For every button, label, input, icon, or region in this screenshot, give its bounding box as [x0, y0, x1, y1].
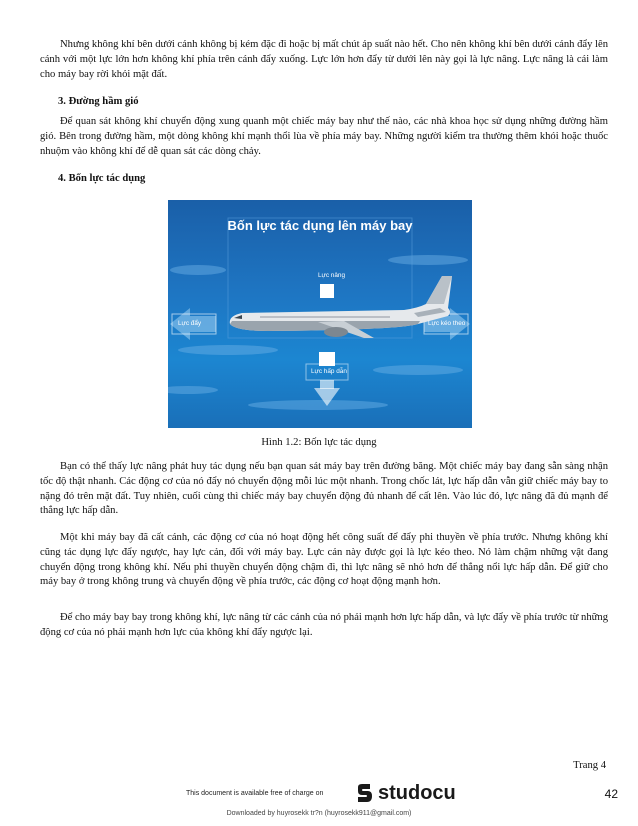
download-notice: Downloaded by huyrosekk tr?n (huyrosekk911@gmail.com) — [226, 810, 412, 817]
paragraph-wind-tunnel: Để quan sát không khí chuyển động xung quanh một chiếc máy bay như thế nào, các nhà khoa học sử dụng những đường hầm gió. Bên trong đường hầm, một dòng không khí mạnh thổi lùa về phía máy bay. Những người kiểm tra thường thêm khói hoặc thuốc nhuộm vào không khí để dễ quan sát các dòng chảy. — [40, 116, 608, 157]
studocu-logo-icon[interactable] — [354, 782, 376, 804]
airplane — [230, 276, 452, 338]
heading-wind-tunnel: 3. Đường hầm gió — [58, 96, 139, 107]
figure-caption: Hình 1.2: Bốn lực tác dụng — [261, 437, 377, 448]
pdf-page-number: 42 — [604, 787, 618, 801]
paragraph-lift-intro: Nhưng không khí bên dưới cánh không bị kém đặc đi hoặc bị mất chút áp suất nào hết. Cho nên không khí bên dưới cánh đẩy lên cánh với một lực lớn hơn không khí phía trên cánh đẩy xuống. Lực lớn hơn đẩy từ dưới lên này gọi là lực nâng. Lực nâng là cái làm cho máy bay rời khỏi mặt đất. — [40, 39, 608, 80]
page-number: Trang 4 — [573, 760, 606, 771]
figure-graphic — [168, 200, 472, 428]
heading-four-forces: 4. Bốn lực tác dụng — [58, 173, 146, 184]
label-thrust: Lực đẩy — [178, 320, 202, 327]
four-forces-figure — [168, 200, 472, 428]
figure-title: Bốn lực tác dụng lên máy bay — [227, 218, 413, 233]
paragraph-runway: Bạn có thể thấy lực nâng phát huy tác dụng nếu bạn quan sát máy bay trên đường băng. Một chiếc máy bay đang sẵn sàng nhận tốc độ thật nhanh. Các động cơ của nó đẩy nó chuyển động mỗi lúc một nhanh. Trong chốc lát, lực hấp dẫn vẫn giữ chiếc máy bay to nặng đó trên mặt đất. Tuy nhiên, cuối cùng thì chiếc máy bay chuyển động đủ nhanh để cất lên. Vào lúc đó, lực nâng đã đủ mạnh để thắng lực hấp dẫn. — [40, 461, 608, 517]
studocu-brand[interactable]: studocu — [378, 782, 456, 804]
paragraph-drag: Một khi máy bay đã cất cánh, các động cơ của nó hoạt động hết công suất để đẩy phi thuyền về phía trước. Nhưng không khí cũng tác dụng lực đẩy ngược, hay lực cản, đối với máy bay. Lực cản này được gọi là lực kéo theo. Nó làm chậm những vật đang chuyển động trong không khí. Nếu phi thuyền chuyển động chậm đi, thì lực nâng sẽ nhỏ hơn để thắng nổi lực hấp dẫn. Để giữ cho máy bay ở trong không trung và chuyển động về phía trước, các động cơ hoạt động mạnh hơn. — [40, 532, 608, 588]
gravity-arrow — [314, 352, 340, 406]
label-lift: Lực nâng — [318, 272, 346, 279]
availability-notice: This document is available free of charge on — [186, 790, 324, 797]
label-drag: Lực kéo theo — [428, 320, 466, 327]
lift-arrow — [320, 266, 334, 298]
label-gravity: Lực hấp dẫn — [311, 368, 347, 375]
paragraph-conclusion: Để cho máy bay bay trong không khí, lực nâng từ các cánh của nó phải mạnh hơn lực hấp dẫn, và lực đẩy về phía trước từ những động cơ của nó phải mạnh hơn lực của không khí đẩy ngược lại. — [40, 612, 608, 638]
